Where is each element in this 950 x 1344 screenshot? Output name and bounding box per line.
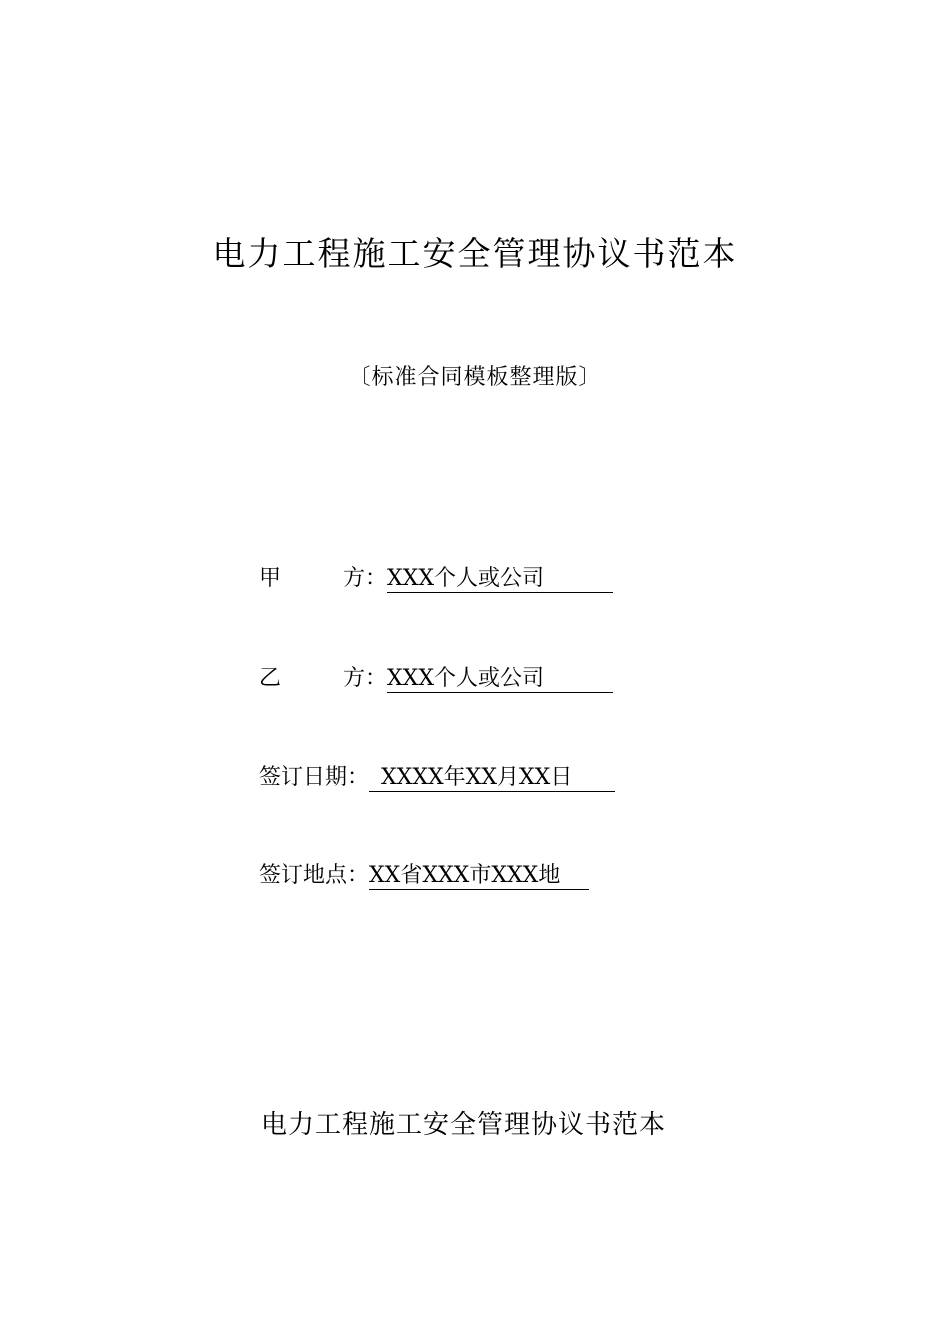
party-a-label-suffix: 方： [342, 566, 387, 591]
party-b-label-char: 乙 [259, 666, 282, 691]
signing-date-label: 签订日期： [259, 765, 370, 790]
signing-place-field [259, 858, 589, 890]
party-a-label [259, 561, 387, 592]
party-a-field [259, 561, 613, 593]
document-title: 电力工程施工安全管理协议书范本 [212, 234, 738, 273]
party-a-value: XXX个人或公司 [387, 567, 613, 593]
footer-title: 电力工程施工安全管理协议书范本 [261, 1110, 667, 1140]
party-b-field [259, 661, 613, 693]
document-subtitle: 〔标准合同模板整理版〕 [348, 365, 602, 390]
signing-date-field [259, 760, 615, 792]
party-b-label [259, 661, 387, 692]
party-b-label-suffix: 方： [342, 666, 387, 691]
signing-place-value: XX省XXX市XXX地 [369, 864, 589, 890]
party-a-label-char: 甲 [259, 566, 282, 591]
signing-place-label: 签订地点： [259, 863, 370, 888]
signing-date-value: XXXX年XX月XX日 [369, 766, 615, 792]
party-b-value: XXX个人或公司 [387, 667, 613, 693]
